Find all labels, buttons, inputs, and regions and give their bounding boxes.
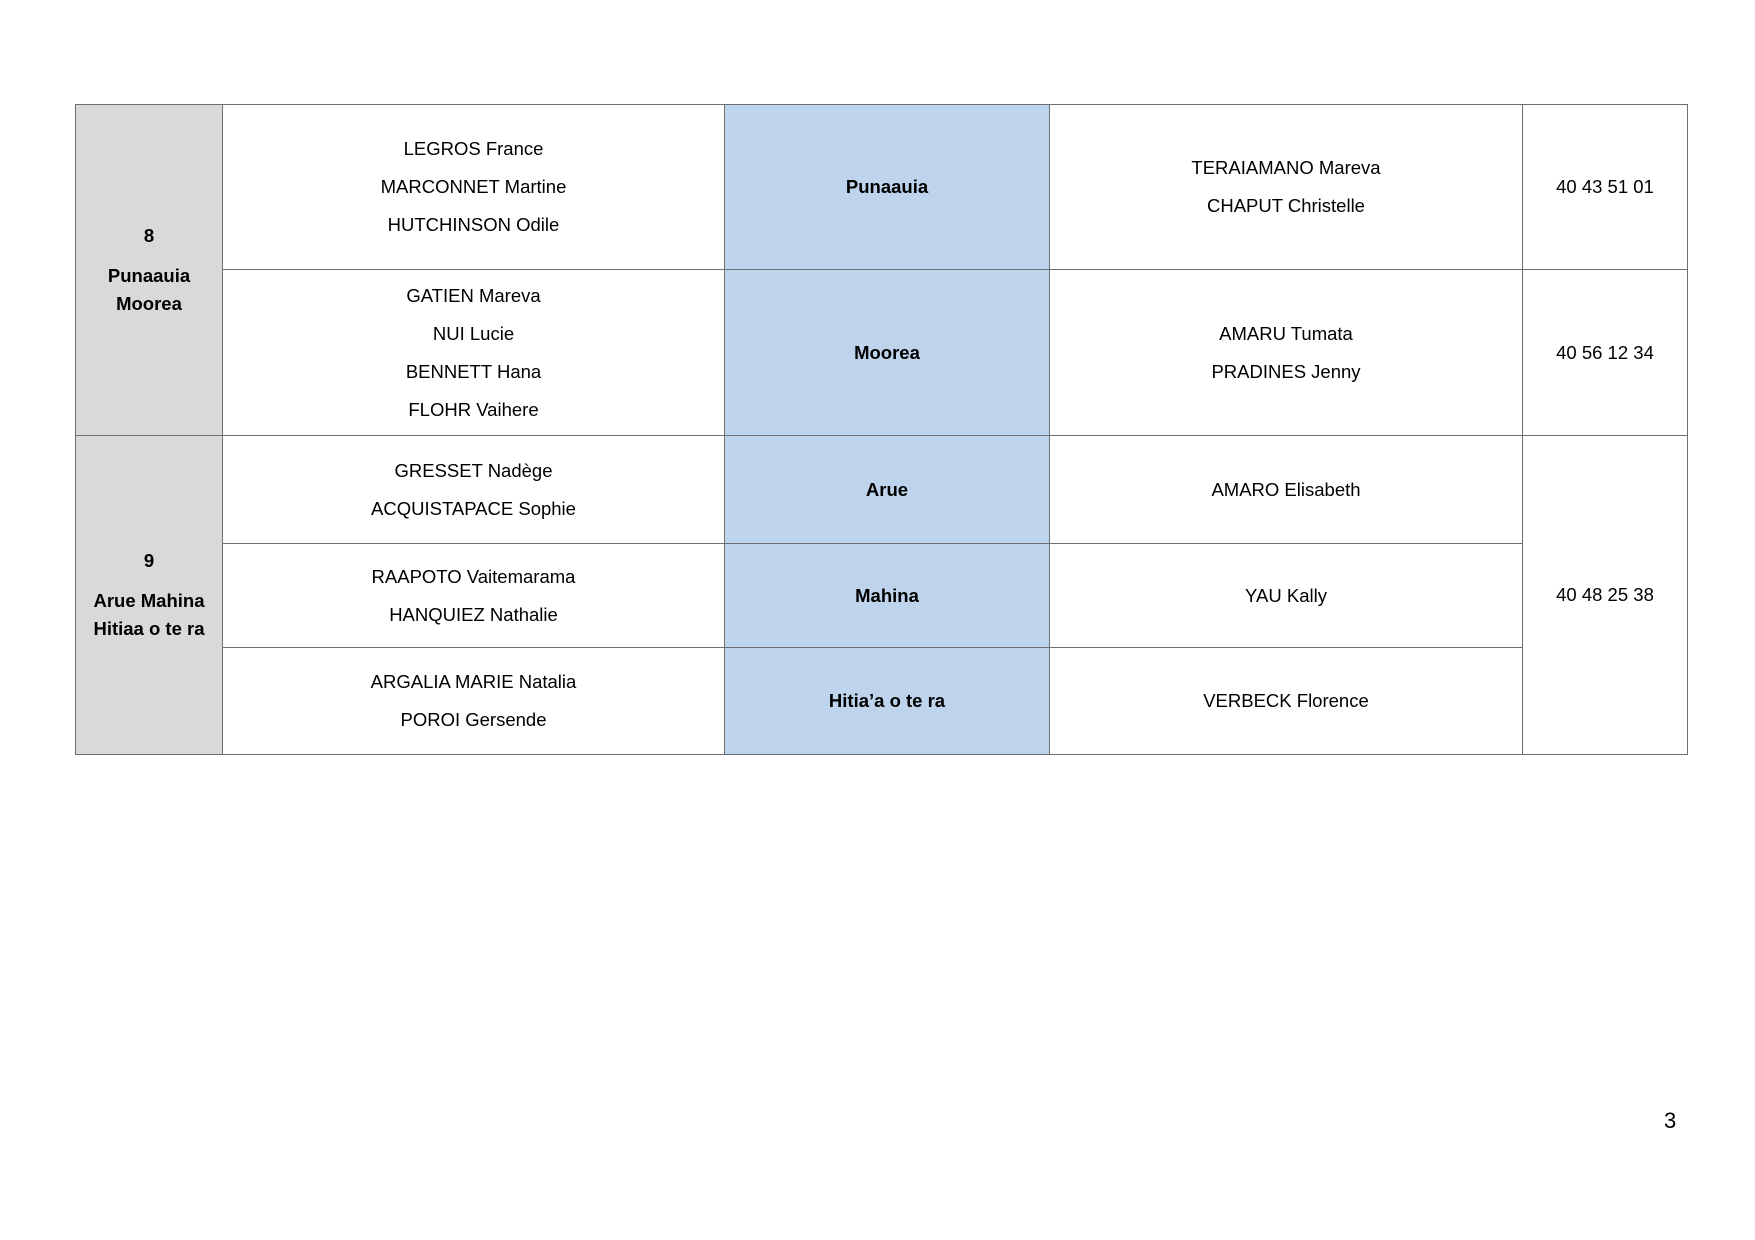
- table-row: [76, 648, 1688, 755]
- member-name: MARCONNET Martine: [380, 176, 567, 197]
- contact-name: TERAIAMANO Mareva: [1191, 157, 1381, 178]
- member-name: LEGROS France: [403, 138, 544, 159]
- commune-cell: Punaauia: [725, 105, 1050, 270]
- members-cell: [223, 648, 725, 755]
- member-name: FLOHR Vaihere: [408, 398, 539, 420]
- contact-name: CHAPUT Christelle: [1207, 195, 1365, 216]
- sector-cell: [76, 436, 223, 755]
- phone-cell: 40 56 12 34: [1523, 270, 1688, 436]
- sector-cell: [76, 105, 223, 436]
- sector-table: [75, 104, 1688, 755]
- table-row: [76, 436, 1688, 544]
- page-number: 3: [1664, 1108, 1677, 1133]
- contact-name: YAU Kally: [1245, 584, 1327, 606]
- member-name: HANQUIEZ Nathalie: [389, 603, 558, 625]
- contact-name: AMARU Tumata: [1219, 322, 1353, 344]
- member-name: GRESSET Nadège: [394, 459, 553, 481]
- members-cell: [223, 436, 725, 544]
- members-cell: [223, 105, 725, 270]
- contacts-cell: [1050, 436, 1523, 544]
- member-name: GATIEN Mareva: [406, 284, 541, 306]
- phone-cell: 40 43 51 01: [1523, 105, 1688, 270]
- member-name: ACQUISTAPACE Sophie: [371, 497, 576, 519]
- contact-name: AMARO Elisabeth: [1211, 478, 1361, 500]
- table-row: [76, 105, 1688, 270]
- table-row: [76, 544, 1688, 648]
- contacts-cell: [1050, 648, 1523, 755]
- phone-cell: 40 48 25 38: [1523, 436, 1688, 755]
- member-name: POROI Gersende: [400, 709, 547, 730]
- commune-cell: Moorea: [725, 270, 1050, 436]
- sector-name-line1: Arue Mahina: [93, 590, 205, 611]
- contacts-cell: [1050, 105, 1523, 270]
- sector-name-line2: Hitiaa o te ra: [93, 618, 205, 639]
- commune-cell: Arue: [725, 436, 1050, 544]
- commune-cell: Mahina: [725, 544, 1050, 648]
- members-cell: [223, 270, 725, 436]
- contacts-cell: [1050, 544, 1523, 648]
- members-cell: [223, 544, 725, 648]
- sector-number: 9: [143, 550, 155, 571]
- member-name: BENNETT Hana: [405, 360, 542, 382]
- sector-name-line2: Moorea: [116, 293, 182, 314]
- contact-name: PRADINES Jenny: [1211, 360, 1361, 382]
- member-name: ARGALIA MARIE Natalia: [370, 671, 577, 692]
- commune-cell: Hitia’a o te ra: [725, 648, 1050, 755]
- table-row: [76, 270, 1688, 436]
- member-name: NUI Lucie: [432, 322, 515, 344]
- member-name: HUTCHINSON Odile: [387, 214, 560, 235]
- sector-name-line1: Punaauia: [107, 265, 191, 286]
- contacts-cell: [1050, 270, 1523, 436]
- sector-number: 8: [143, 225, 155, 246]
- contact-name: VERBECK Florence: [1203, 690, 1369, 711]
- member-name: RAAPOTO Vaitemarama: [371, 565, 576, 587]
